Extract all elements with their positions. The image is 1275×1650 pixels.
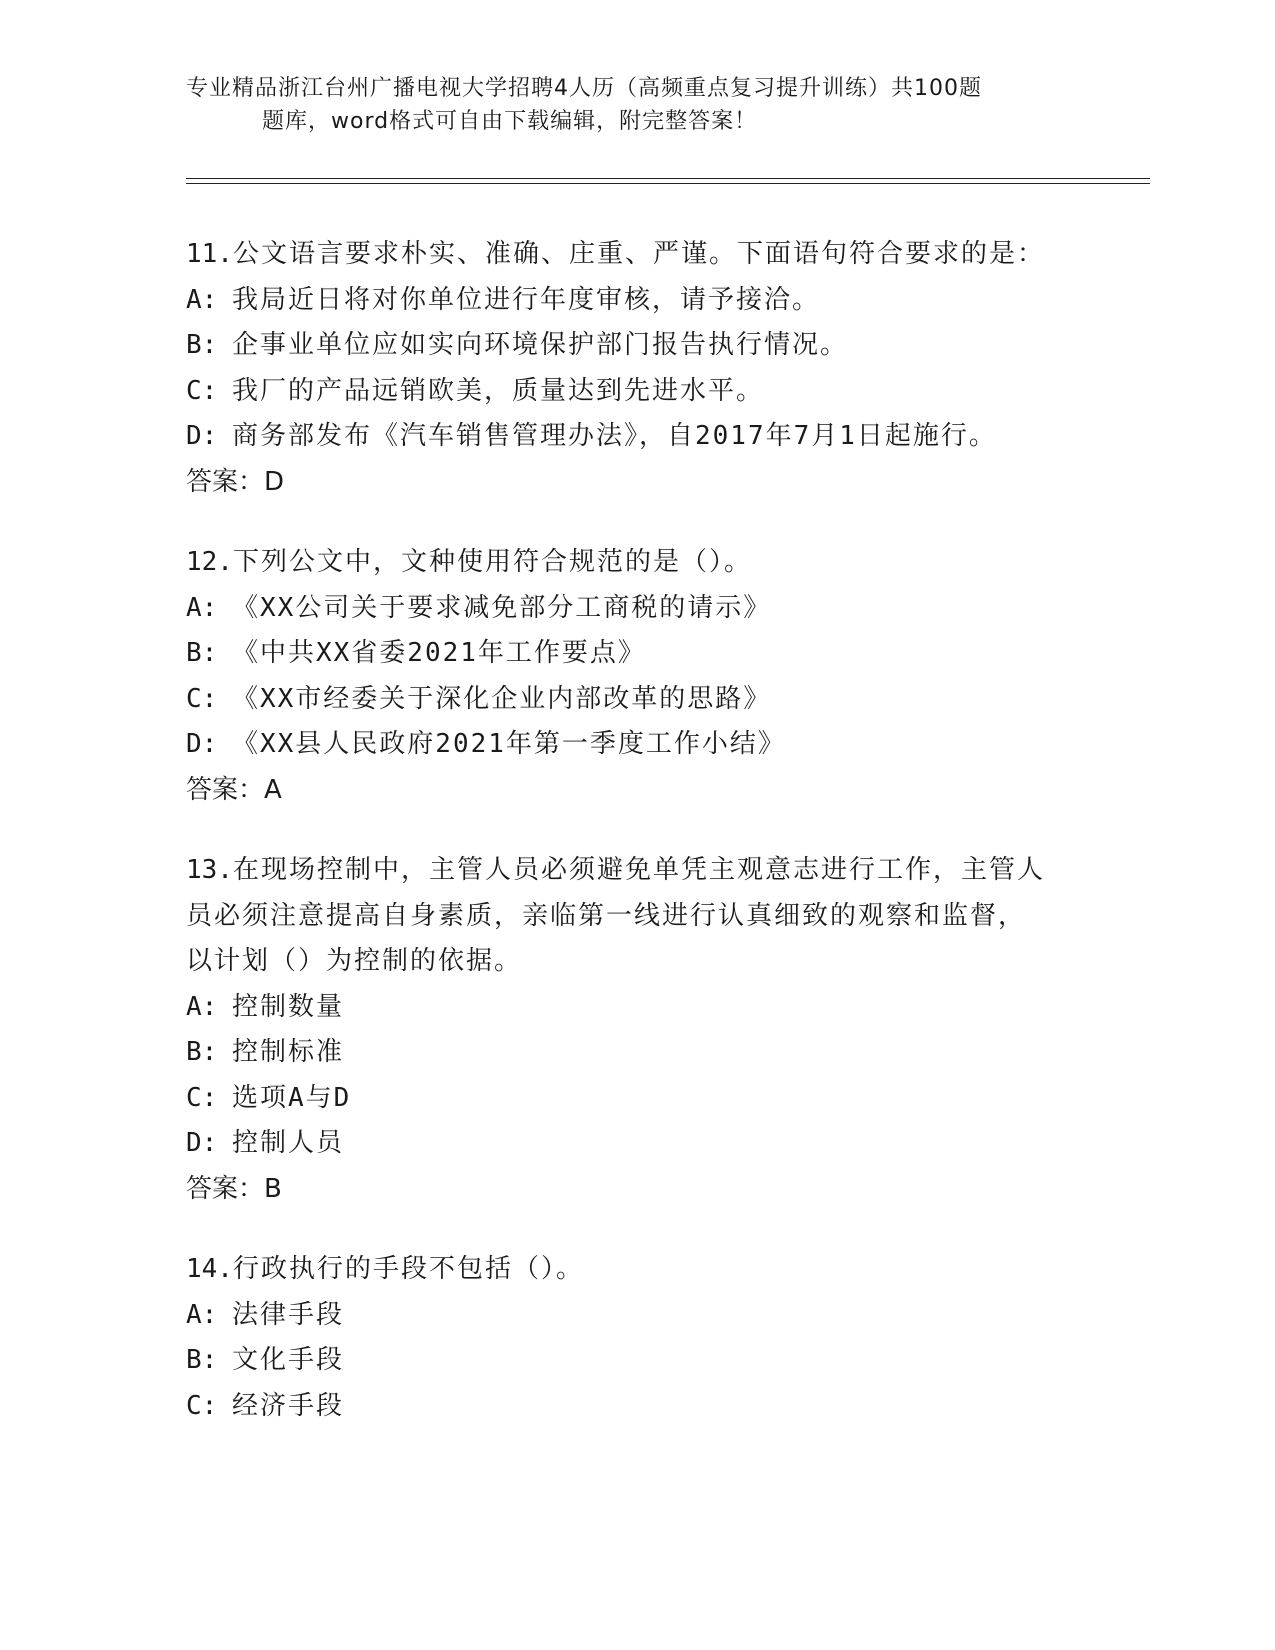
option-b bbox=[186, 1338, 1086, 1384]
question-12 bbox=[186, 540, 1086, 813]
option-a bbox=[186, 985, 1086, 1031]
option-letter: B: bbox=[186, 1037, 218, 1067]
option-text: 控制数量 bbox=[232, 991, 345, 1022]
option-letter: C: bbox=[186, 1082, 218, 1113]
option-text: 控制标准 bbox=[232, 1037, 345, 1067]
option-b bbox=[186, 323, 1086, 369]
option-a bbox=[186, 278, 1086, 324]
option-b bbox=[186, 1030, 1086, 1076]
option-letter: B: bbox=[186, 638, 218, 668]
option-text: 《XX市经委关于深化企业内部改革的思路》 bbox=[232, 683, 772, 714]
question-stem bbox=[186, 1247, 1086, 1293]
document-header bbox=[186, 72, 1066, 138]
question-number: 11. bbox=[186, 239, 233, 269]
question-number: 13. bbox=[186, 855, 233, 885]
option-text: 《中共XX省委2021年工作要点》 bbox=[232, 638, 646, 668]
header-divider-bottom bbox=[186, 183, 1150, 184]
question-13 bbox=[186, 848, 1086, 1212]
question-number: 12. bbox=[186, 547, 233, 577]
answer-line: 答案：D bbox=[186, 466, 285, 497]
option-a bbox=[186, 586, 1086, 632]
option-c bbox=[186, 677, 1086, 723]
option-text: 选项A与D bbox=[232, 1082, 352, 1113]
option-a bbox=[186, 1293, 1086, 1339]
header-title-line-2: 题库，word格式可自由下载编辑，附完整答案！ bbox=[262, 109, 758, 134]
question-stem bbox=[186, 540, 1086, 586]
answer-line: 答案：A bbox=[186, 774, 282, 805]
question-text-continued: 员必须注意提高自身素质，亲临第一线进行认真细致的观察和监督， bbox=[186, 900, 1027, 931]
question-text-continued: 以计划（）为控制的依据。 bbox=[186, 946, 523, 976]
option-c bbox=[186, 1076, 1086, 1122]
question-14 bbox=[186, 1247, 1086, 1429]
question-text: 下列公文中，文种使用符合规范的是（）。 bbox=[232, 547, 752, 577]
question-text: 行政执行的手段不包括（）。 bbox=[232, 1254, 584, 1284]
question-list bbox=[186, 232, 1086, 1464]
header-divider-top bbox=[186, 178, 1150, 179]
option-letter: C: bbox=[186, 375, 218, 406]
option-c bbox=[186, 1384, 1086, 1430]
option-letter: D: bbox=[186, 421, 218, 451]
option-letter: D: bbox=[186, 1128, 218, 1158]
option-c bbox=[186, 369, 1086, 415]
option-letter: C: bbox=[186, 683, 218, 714]
option-letter: D: bbox=[186, 729, 218, 759]
option-text: 经济手段 bbox=[232, 1390, 345, 1421]
question-text: 公文语言要求朴实、准确、庄重、严谨。下面语句符合要求的是： bbox=[232, 239, 1045, 269]
option-letter: A: bbox=[186, 592, 218, 623]
option-text: 我厂的产品远销欧美，质量达到先进水平。 bbox=[232, 375, 765, 406]
option-letter: B: bbox=[186, 1345, 218, 1375]
option-b bbox=[186, 631, 1086, 677]
option-letter: A: bbox=[186, 284, 218, 315]
option-text: 商务部发布《汽车销售管理办法》，自2017年7月1日起施行。 bbox=[232, 421, 997, 451]
option-text: 文化手段 bbox=[232, 1345, 345, 1375]
option-letter: A: bbox=[186, 991, 218, 1022]
question-number: 14. bbox=[186, 1254, 233, 1284]
question-stem bbox=[186, 848, 1086, 894]
question-text: 在现场控制中，主管人员必须避免单凭主观意志进行工作，主管人 bbox=[232, 855, 1045, 885]
option-text: 我局近日将对你单位进行年度审核，请予接洽。 bbox=[232, 284, 821, 315]
option-text: 控制人员 bbox=[232, 1128, 345, 1158]
option-letter: C: bbox=[186, 1390, 218, 1421]
option-d bbox=[186, 414, 1086, 460]
question-stem bbox=[186, 232, 1086, 278]
header-title-line-1: 专业精品浙江台州广播电视大学招聘4人历（高频重点复习提升训练）共100题 bbox=[186, 76, 982, 101]
option-text: 企事业单位应如实向环境保护部门报告执行情况。 bbox=[232, 330, 849, 360]
option-d bbox=[186, 1121, 1086, 1167]
option-letter: A: bbox=[186, 1299, 218, 1330]
option-text: 《XX公司关于要求减免部分工商税的请示》 bbox=[232, 592, 772, 623]
option-text: 《XX县人民政府2021年第一季度工作小结》 bbox=[232, 729, 786, 759]
answer-line: 答案：B bbox=[186, 1173, 282, 1204]
option-text: 法律手段 bbox=[232, 1299, 345, 1330]
question-11 bbox=[186, 232, 1086, 505]
option-letter: B: bbox=[186, 330, 218, 360]
option-d bbox=[186, 722, 1086, 768]
